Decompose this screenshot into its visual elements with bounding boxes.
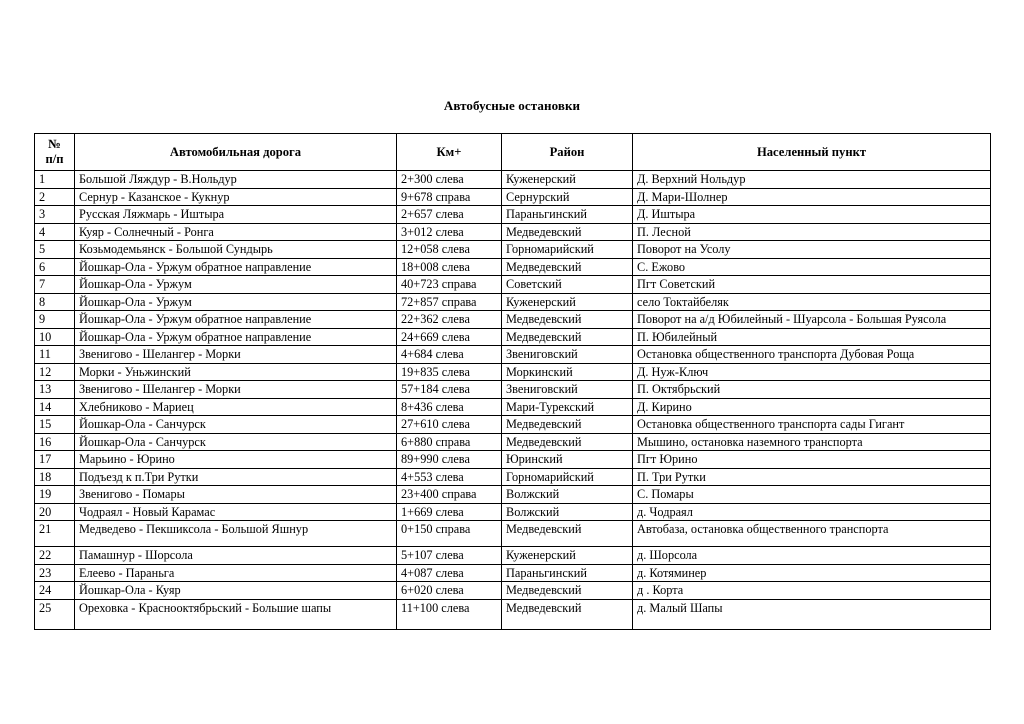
cell-km: 57+184 слева xyxy=(397,381,502,399)
cell-district: Горномарийский xyxy=(502,241,633,259)
cell-district: Медведевский xyxy=(502,433,633,451)
cell-district: Параньгинский xyxy=(502,564,633,582)
cell-road: Памашнур - Шорсола xyxy=(75,547,397,565)
cell-settlement: Д. Нуж-Ключ xyxy=(633,363,991,381)
table-row xyxy=(35,311,991,329)
cell-road: Йошкар-Ола - Уржум xyxy=(75,293,397,311)
page-title: Автобусные остановки xyxy=(443,98,581,113)
cell-number: 18 xyxy=(35,468,75,486)
table-row xyxy=(35,486,991,504)
cell-district: Параньгинский xyxy=(502,206,633,224)
cell-settlement: д. Чодраял xyxy=(633,503,991,521)
column-header-km: Км+ xyxy=(397,134,502,171)
cell-settlement: П. Юбилейный xyxy=(633,328,991,346)
cell-road: Йошкар-Ола - Куяр xyxy=(75,582,397,600)
cell-road: Йошкар-Ола - Уржум xyxy=(75,276,397,294)
cell-number: 1 xyxy=(35,171,75,189)
cell-km: 4+684 слева xyxy=(397,346,502,364)
cell-number: 6 xyxy=(35,258,75,276)
cell-number: 20 xyxy=(35,503,75,521)
cell-km: 2+300 слева xyxy=(397,171,502,189)
cell-district: Куженерский xyxy=(502,547,633,565)
cell-km: 19+835 слева xyxy=(397,363,502,381)
cell-km: 2+657 слева xyxy=(397,206,502,224)
cell-district: Медведевский xyxy=(502,223,633,241)
cell-number: 3 xyxy=(35,206,75,224)
table-row xyxy=(35,363,991,381)
table-row xyxy=(35,599,991,629)
cell-number: 14 xyxy=(35,398,75,416)
cell-road: Елеево - Параньга xyxy=(75,564,397,582)
cell-road: Чодраял - Новый Карамас xyxy=(75,503,397,521)
table-row xyxy=(35,241,991,259)
cell-district: Медведевский xyxy=(502,311,633,329)
cell-km: 4+553 слева xyxy=(397,468,502,486)
cell-district: Медведевский xyxy=(502,521,633,547)
cell-number: 25 xyxy=(35,599,75,629)
cell-district: Медведевский xyxy=(502,416,633,434)
cell-settlement: д. Шорсола xyxy=(633,547,991,565)
cell-number: 7 xyxy=(35,276,75,294)
cell-settlement: д. Котяминер xyxy=(633,564,991,582)
cell-number: 21 xyxy=(35,521,75,547)
cell-number: 16 xyxy=(35,433,75,451)
cell-road: Подъезд к п.Три Рутки xyxy=(75,468,397,486)
cell-settlement: Автобаза, остановка общественного транспорта xyxy=(633,521,991,547)
cell-road: Козьмодемьянск - Большой Сундырь xyxy=(75,241,397,259)
table-body xyxy=(35,171,991,630)
cell-road: Хлебниково - Мариец xyxy=(75,398,397,416)
table-header xyxy=(35,134,991,171)
cell-km: 6+880 справа xyxy=(397,433,502,451)
table-row xyxy=(35,521,991,547)
cell-settlement: Д. Верхний Нольдур xyxy=(633,171,991,189)
table-row xyxy=(35,346,991,364)
cell-number: 13 xyxy=(35,381,75,399)
cell-road: Большой Ляждур - В.Нольдур xyxy=(75,171,397,189)
table-row xyxy=(35,328,991,346)
cell-road: Медведево - Пекшиксола - Большой Яшнур xyxy=(75,521,397,547)
cell-km: 5+107 слева xyxy=(397,547,502,565)
cell-km: 27+610 слева xyxy=(397,416,502,434)
cell-km: 8+436 слева xyxy=(397,398,502,416)
table-row xyxy=(35,188,991,206)
cell-settlement: Поворот на Усолу xyxy=(633,241,991,259)
column-header-road: Автомобильная дорога xyxy=(75,134,397,171)
cell-settlement: С. Ежово xyxy=(633,258,991,276)
cell-km: 89+990 слева xyxy=(397,451,502,469)
cell-km: 9+678 справа xyxy=(397,188,502,206)
cell-km: 72+857 справа xyxy=(397,293,502,311)
cell-settlement: Пгт Советский xyxy=(633,276,991,294)
cell-km: 22+362 слева xyxy=(397,311,502,329)
cell-number: 10 xyxy=(35,328,75,346)
cell-settlement: С. Помары xyxy=(633,486,991,504)
cell-number: 5 xyxy=(35,241,75,259)
cell-number: 17 xyxy=(35,451,75,469)
cell-district: Медведевский xyxy=(502,582,633,600)
cell-number: 8 xyxy=(35,293,75,311)
cell-road: Звенигово - Помары xyxy=(75,486,397,504)
column-header-number xyxy=(35,134,75,171)
cell-road: Йошкар-Ола - Уржум обратное направление xyxy=(75,258,397,276)
cell-settlement: Мышино, остановка наземного транспорта xyxy=(633,433,991,451)
cell-district: Медведевский xyxy=(502,328,633,346)
cell-settlement: Пгт Юрино xyxy=(633,451,991,469)
cell-km: 4+087 слева xyxy=(397,564,502,582)
cell-district: Куженерский xyxy=(502,171,633,189)
bus-stops-table-container xyxy=(34,133,990,630)
cell-road: Сернур - Казанское - Кукнур xyxy=(75,188,397,206)
cell-number: 12 xyxy=(35,363,75,381)
cell-road: Йошкар-Ола - Санчурск xyxy=(75,416,397,434)
cell-number: 22 xyxy=(35,547,75,565)
cell-road: Марьино - Юрино xyxy=(75,451,397,469)
cell-number: 24 xyxy=(35,582,75,600)
table-row xyxy=(35,258,991,276)
cell-settlement: Д. Иштыра xyxy=(633,206,991,224)
cell-number: 2 xyxy=(35,188,75,206)
cell-district: Моркинский xyxy=(502,363,633,381)
cell-km: 23+400 справа xyxy=(397,486,502,504)
cell-road: Ореховка - Краснооктябрьский - Большие шапы xyxy=(75,599,397,629)
cell-district: Советский xyxy=(502,276,633,294)
table-row xyxy=(35,503,991,521)
cell-number: 19 xyxy=(35,486,75,504)
cell-km: 3+012 слева xyxy=(397,223,502,241)
cell-road: Куяр - Солнечный - Ронга xyxy=(75,223,397,241)
cell-km: 24+669 слева xyxy=(397,328,502,346)
cell-road: Морки - Уньжинский xyxy=(75,363,397,381)
cell-district: Медведевский xyxy=(502,258,633,276)
table-row xyxy=(35,381,991,399)
cell-district: Горномарийский xyxy=(502,468,633,486)
table-header-row xyxy=(35,134,991,171)
cell-number: 11 xyxy=(35,346,75,364)
cell-settlement: село Токтайбеляк xyxy=(633,293,991,311)
cell-road: Йошкар-Ола - Уржум обратное направление xyxy=(75,328,397,346)
cell-settlement: д . Корта xyxy=(633,582,991,600)
cell-number: 23 xyxy=(35,564,75,582)
cell-district: Волжский xyxy=(502,503,633,521)
cell-road: Йошкар-Ола - Санчурск xyxy=(75,433,397,451)
table-row xyxy=(35,547,991,565)
table-row xyxy=(35,276,991,294)
cell-district: Звениговский xyxy=(502,346,633,364)
table-row xyxy=(35,223,991,241)
table-row xyxy=(35,171,991,189)
table-row xyxy=(35,582,991,600)
cell-settlement: П. Октябрьский xyxy=(633,381,991,399)
column-header-number-line1: № xyxy=(48,137,61,152)
cell-road: Звенигово - Шелангер - Морки xyxy=(75,381,397,399)
table-row xyxy=(35,564,991,582)
table-row xyxy=(35,451,991,469)
table-row xyxy=(35,293,991,311)
cell-settlement: Д. Кирино xyxy=(633,398,991,416)
cell-settlement: Остановка общественного транспорта сады Гигант xyxy=(633,416,991,434)
cell-road: Русская Ляжмарь - Иштыра xyxy=(75,206,397,224)
cell-number: 15 xyxy=(35,416,75,434)
cell-settlement: д. Малый Шапы xyxy=(633,599,991,629)
table-row xyxy=(35,398,991,416)
cell-settlement: П. Лесной xyxy=(633,223,991,241)
cell-district: Сернурский xyxy=(502,188,633,206)
cell-km: 12+058 слева xyxy=(397,241,502,259)
cell-settlement: Остановка общественного транспорта Дубовая Роща xyxy=(633,346,991,364)
cell-km: 1+669 слева xyxy=(397,503,502,521)
table-row xyxy=(35,433,991,451)
table-row xyxy=(35,206,991,224)
cell-settlement: Д. Мари-Шолнер xyxy=(633,188,991,206)
cell-km: 6+020 слева xyxy=(397,582,502,600)
cell-number: 9 xyxy=(35,311,75,329)
cell-district: Звениговский xyxy=(502,381,633,399)
cell-district: Юринский xyxy=(502,451,633,469)
table-row xyxy=(35,468,991,486)
column-header-number-line2: п/п xyxy=(45,152,64,166)
cell-settlement: П. Три Рутки xyxy=(633,468,991,486)
cell-district: Куженерский xyxy=(502,293,633,311)
table-row xyxy=(35,416,991,434)
bus-stops-table xyxy=(34,133,991,630)
cell-road: Йошкар-Ола - Уржум обратное направление xyxy=(75,311,397,329)
cell-km: 40+723 справа xyxy=(397,276,502,294)
cell-district: Мари-Турекский xyxy=(502,398,633,416)
cell-road: Звенигово - Шелангер - Морки xyxy=(75,346,397,364)
column-header-settlement: Населенный пункт xyxy=(633,134,991,171)
cell-district: Медведевский xyxy=(502,599,633,629)
cell-settlement: Поворот на а/д Юбилейный - Шуарсола - Большая Руясола xyxy=(633,311,991,329)
cell-district: Волжский xyxy=(502,486,633,504)
cell-km: 11+100 слева xyxy=(397,599,502,629)
cell-number: 4 xyxy=(35,223,75,241)
cell-km: 0+150 справа xyxy=(397,521,502,547)
cell-km: 18+008 слева xyxy=(397,258,502,276)
column-header-district: Район xyxy=(502,134,633,171)
